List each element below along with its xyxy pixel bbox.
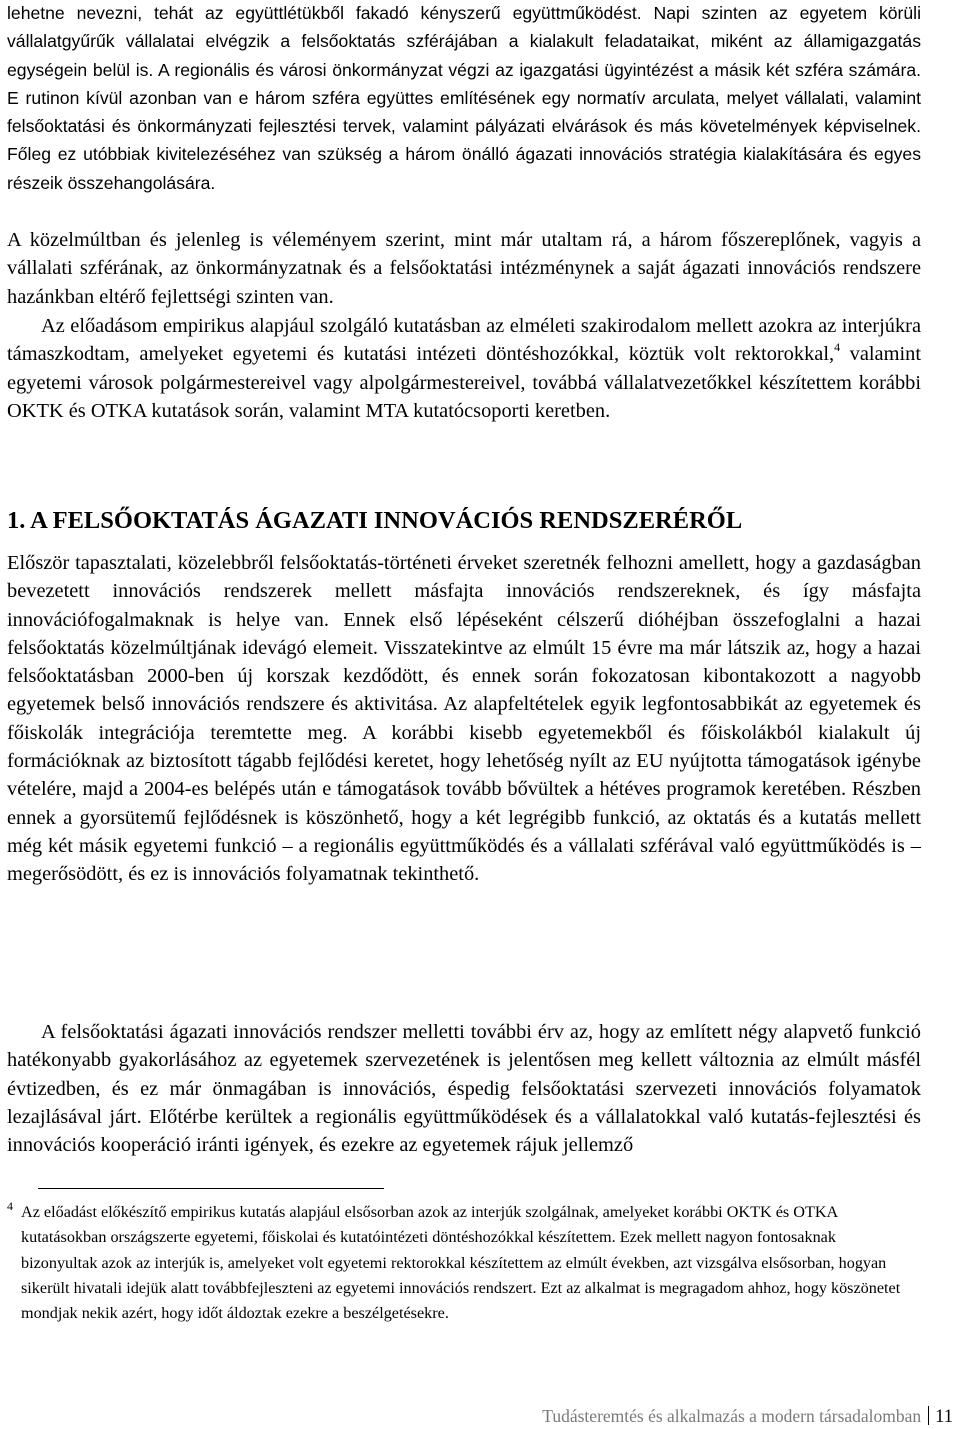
paragraph-empirical-basis: [7, 312, 921, 425]
running-footer: [542, 1406, 953, 1427]
footnote-reference[interactable]: 4: [834, 340, 841, 355]
page-number: 11: [935, 1407, 953, 1427]
paragraph-further-argument: A felsőoktatási ágazati innovációs rendszer melletti további érv az, hogy az említett négy alapvető funkció hatékonyabb gyakorlásához az egyetemek szervezetének is jelentősen meg kellett változnia az elmúlt másfél évtizedben, és ez már önmagában is innovációs, éspedig felsőoktatási szervezeti innovációs folyamatok lezajlásával járt. Előtérbe kerültek a regionális együttműködések és a vállalatokkal való kutatás-fejlesztési és innovációs kooperáció iránti igények, és ezekre az egyetemek rájuk jellemző: [7, 1021, 921, 1157]
section-heading: 1. A FELSŐOKTATÁS ÁGAZATI INNOVÁCIÓS RENDSZERÉRŐL: [7, 507, 743, 534]
paragraph-historical-arguments: Először tapasztalati, közelebbről felsőoktatás-történeti érveket szeretnék felhozni amellett, hogy a gazdaságban bevezetett innovációs rendszerek mellett másfajta innovációs rendszereknek, és így másfajta innovációfogalmaknak is helye van. Ennek első lépéseként célszerű dióhéjban összefoglalni a hazai felsőoktatás közelmúltjának idevágó elemeit. Visszatekintve az elmúlt 15 évre ma már látszik az, hogy a hazai felsőoktatásban 2000-ben új korszak kezdődött, és ennek során fokozatosan kibontakozott a nagyobb egyetemek belső innovációs rendszere és aktivitása. Az alapfeltételek egyik legfontosabbikát az egyetemek és főiskolák integrációja teremtette meg. A korábbi kisebb egyetemekből és főiskolákból kialakult új formációknak az biztosított tágabb fejlődési keretet, hogy lehetőség nyílt az EU nyújtotta támogatások igénybe vételére, majd a 2004-es belépés után e támogatások tovább bővültek a hétéves programok keretében. Részben ennek a gyorsütemű fejlődésnek is köszönhető, hogy a két legrégibb funkció, az oktatás és a kutatás mellett még két másik egyetemi funkció – a regionális együttműködés és a vállalati szférával való együttműködés is – megerősödött, és ez is innovációs folyamatnak tekinthető.: [7, 552, 921, 886]
paragraph-continuation: lehetne nevezni, tehát az együttlétükből fakadó kényszerű együttműködést. Napi szinten az egyetem körüli vállalatgyűrűk vállalatai elvégzik a felsőoktatás szférájában a kialakult feladataikat, miként az államigazgatás egységein belül is. A regionális és városi önkormányzat végzi az igazgatási ügyintézést a másik két szféra számára. E rutinon kívül azonban van e három szféra együttes említésének egy normatív arculata, melyet vállalati, valamint felsőoktatási és önkormányzati fejlesztési tervek, valamint pályázati elvárások és más követelmények képviselnek. Főleg ez utóbbiak kivitelezéséhez van szükség a három önálló ágazati innovációs stratégia kialakítására és egyes részeik összehangolására.: [7, 3, 921, 193]
footnote-text: Az előadást előkészítő empirikus kutatás alapjául elsősorban azok az interjúk szolgálnak, amelyeket korábbi OKTK és OTKA kutatásokban országszerte egyetemi, főiskolai és kutatóintézeti döntéshozókkal készítettem. Ezek mellett nagyon fontosaknak bizonyultak azok az interjúk is, amelyeket volt egyetemi rektorokkal készítettem az elmúlt években, azt vizsgálva elsősorban, hogyan sikerült hivatali idejük alatt továbbfejleszteni az egyetemi innovációs rendszert. Ezt az alkalmat is megragadom ahhoz, hogy köszönetet mondjak nekik azért, hogy időt áldoztak ezekre a beszélgetésekre.: [21, 1203, 901, 1323]
paragraph-main-actors: A közelmúltban és jelenleg is véleményem szerint, mint már utaltam rá, a három főszereplőnek, vagyis a vállalati szférának, az önkormányzatnak és a felsőoktatási intézménynek a saját ágazati innovációs rendszere hazánkban eltérő fejlettségi szinten van.: [7, 229, 921, 308]
footnote-number: 4: [7, 1199, 13, 1213]
footnote-separator: [38, 1188, 384, 1189]
paragraph-empirical-basis-part1: Az előadásom empirikus alapjául szolgáló kutatásban az elméleti szakirodalom mellett azokra az interjúkra támaszkodtam, amelyeket egyetemi és kutatási intézeti döntéshozókkal, köztük volt rektorokkal,: [7, 315, 921, 366]
paragraph-empirical-basis-part2: valamint egyetemi városok polgármestereivel vagy alpolgármestereivel, továbbá vállalatvezetőkkel készítettem korábbi OKTK és OTKA kutatások során, valamint MTA kutatócsoporti keretben.: [7, 343, 921, 422]
footer-divider: [928, 1406, 929, 1425]
running-footer-title: Tudásteremtés és alkalmazás a modern társadalomban: [542, 1406, 922, 1426]
footnote: [7, 1200, 907, 1326]
